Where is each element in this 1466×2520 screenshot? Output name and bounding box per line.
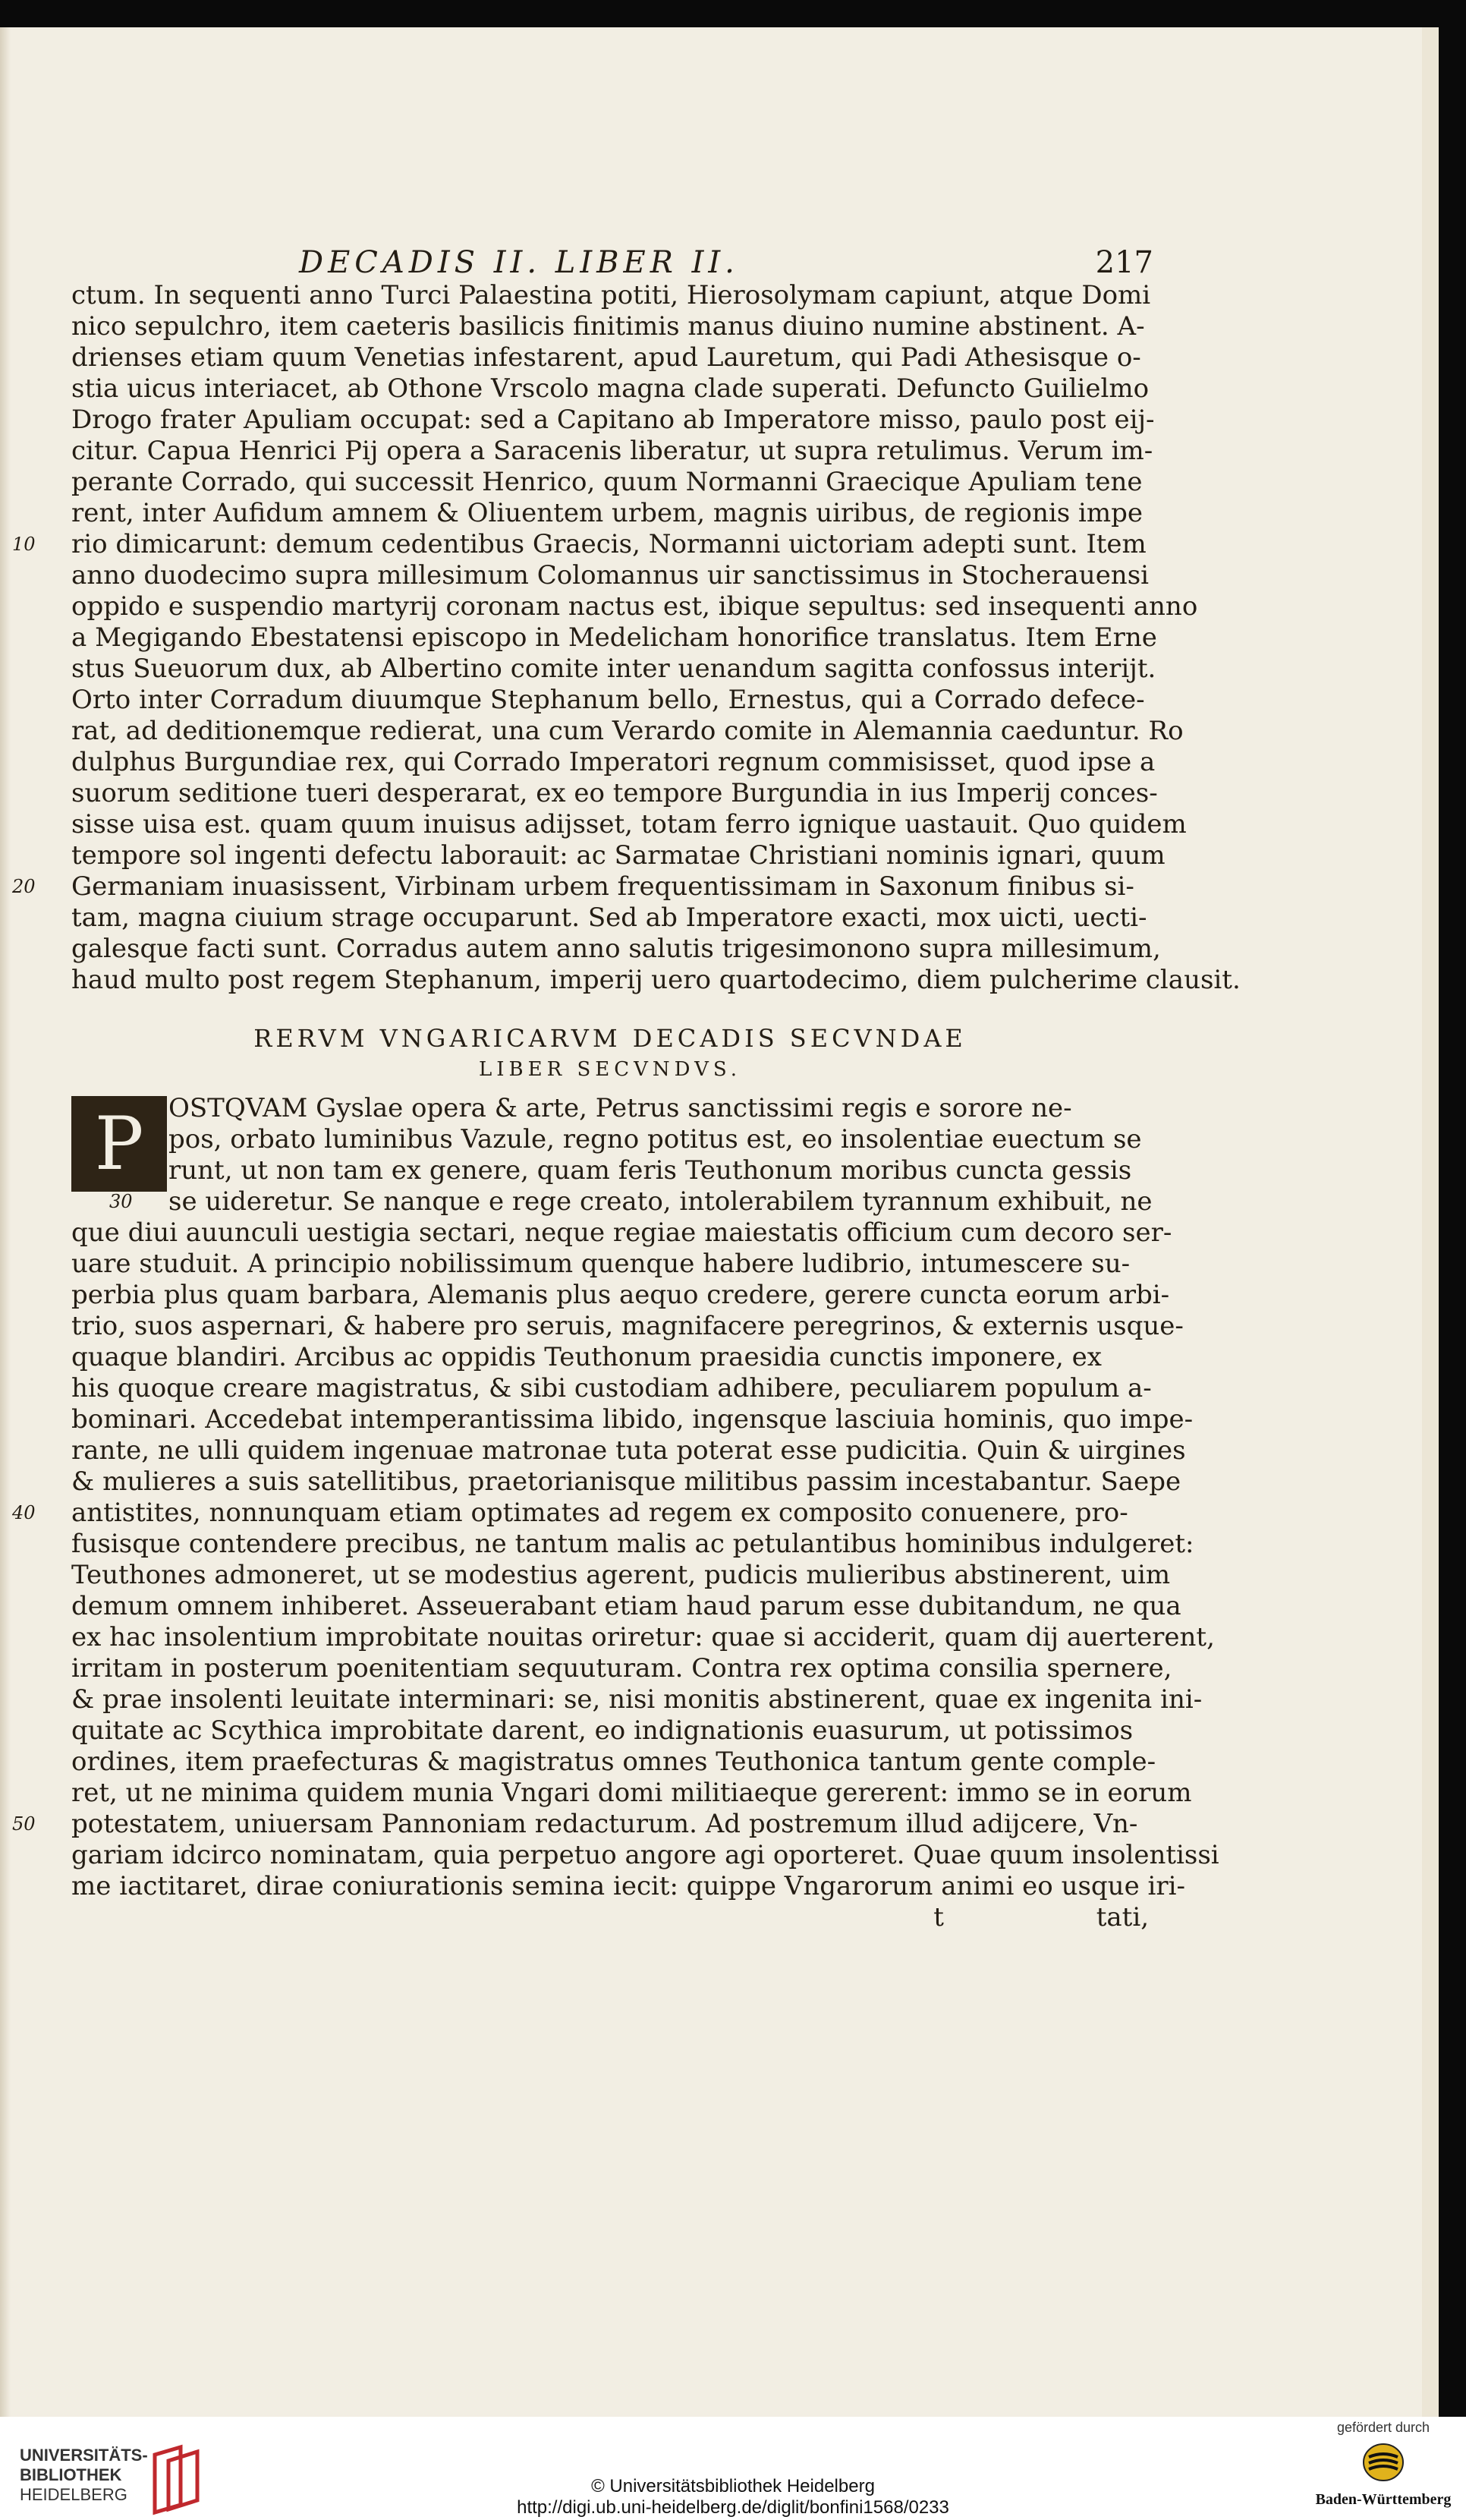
line-text: Drogo frater Apuliam occupat: sed a Capitano ab Imperatore misso, paulo post eij- [71,405,1155,435]
text-line [71,311,1149,342]
line-text: gariam idcirco nominatam, quia perpetuo angore agi oporteret. Quae quum insolentissi [71,1840,1219,1870]
page-gutter [0,27,11,2417]
margin-line-number: 50 [12,1813,36,1835]
text-line [71,1249,1149,1280]
margin-line-number: 20 [12,876,36,897]
text-line [71,405,1155,436]
line-text: ordines, item praefecturas & magistratus omnes Teuthonica tantum gente comple- [71,1747,1156,1777]
line-text: tempore sol ingenti defectu laborauit: ac Sarmatae Christiani nominis ignari, quum [71,840,1166,871]
text-line [71,1373,1152,1404]
opening-paragraph [71,1093,1153,1217]
text-line [71,654,1156,685]
decorated-initial: P [71,1096,167,1192]
text-line [168,1155,1149,1186]
line-text: haud multo post regem Stephanum, imperij uero quartodecimo, diem pulcherime clausit. [71,965,1241,995]
line-text: stus Sueuorum dux, ab Albertino comite inter uenandum sagitta confossus interijt. [71,654,1156,684]
viewer-footer [0,2417,1466,2520]
line-text: rat, ad deditionemque redierat, una cum Verardo comite in Alemannia caeduntur. Ro [71,716,1184,746]
text-line [71,1591,1181,1622]
text-line [71,809,1187,840]
copyright-block [0,2476,1466,2518]
text-line [71,1404,1194,1435]
line-text: fusisque contendere precibus, ne tantum malis ac petulantibus hominibus indulgeret: [71,1529,1194,1559]
text-line [109,1186,1153,1217]
line-text: Germaniam inuasissent, Virbinam urbem frequentissimam in Saxonum finibus si- [71,871,1134,902]
page-text [12,245,1241,1933]
line-text: & mulieres a suis satellitibus, praetorianisque militibus passim incestabantur. Saepe [71,1466,1181,1497]
line-text: rio dimicarunt: demum cedentibus Graecis, Normanni uictoriam adepti sunt. Item [71,529,1147,559]
text-line [71,716,1184,747]
text-line [71,1529,1194,1560]
book-page [11,27,1422,2417]
line-text: ctum. In sequenti anno Turci Palaestina potiti, Hierosolymam capiunt, atque Domi [71,280,1151,310]
line-text: se uideretur. Se nanque e rege creato, intolerabilem tyrannum exhibuit, ne [168,1186,1153,1217]
catchword: tati, [1096,1902,1149,1933]
text-line [71,467,1149,498]
line-text: citur. Capua Henrici Pij opera a Saracenis liberatur, ut supra retulimus. Verum im- [71,436,1153,466]
text-line [71,560,1149,591]
state-crest-icon [1361,2440,1405,2484]
line-text: Teuthones admoneret, ut se modestius agerent, pudicis mulieribus abstinerent, uim [71,1560,1171,1590]
line-text: pos, orbato luminibus Vazule, regno potitus est, eo insolentiae euectum se [168,1124,1142,1154]
text-block-initial [71,1093,1153,1217]
copyright-text: © Universitätsbibliothek Heidelberg [591,2476,875,2496]
text-line [71,591,1198,622]
text-line [71,1311,1184,1342]
text-line [71,342,1149,373]
text-line [71,622,1157,654]
text-line [71,934,1161,965]
text-line [168,1124,1149,1155]
running-head-title: DECADIS II. LIBER II. [299,245,739,280]
line-text: runt, ut non tam ex genere, quam feris Teuthonum moribus cuncta gessis [168,1155,1132,1186]
line-text: trio, suos aspernari, & habere pro seruis, magnifacere peregrinos, & externis usque- [71,1311,1184,1341]
text-line [71,373,1149,405]
text-line [71,965,1241,996]
margin-line-number: 30 [109,1191,133,1212]
signature-mark: t [933,1902,944,1933]
line-text: nico sepulchro, item caeteris basilicis finitimis manus diuino numine abstinent. A- [71,311,1145,342]
text-line [71,1715,1149,1747]
line-text: Orto inter Corradum diuumque Stephanum bello, Ernestus, qui a Corrado defece- [71,685,1145,715]
line-text: ex hac insolentium improbitate nouitas oriretur: quae si acciderit, quam dij auerterent, [71,1622,1215,1652]
section-title: RERVM VNGARICARVM DECADIS SECVNDAE [253,1024,967,1053]
text-line [71,840,1166,871]
line-text: OSTQVAM Gyslae opera & arte, Petrus sanctissimi regis e sorore ne- [168,1093,1072,1123]
text-block-top [12,280,1241,996]
line-text: oppido e suspendio martyrij coronam nactus est, ibique sepultus: sed insequenti anno [71,591,1198,622]
text-line [71,1747,1156,1778]
sponsor-label: gefördert durch [1336,2420,1430,2435]
text-line [12,529,1149,560]
line-text: his quoque creare magistratus, & sibi custodiam adhibere, peculiarem populum a- [71,1373,1152,1403]
line-text: irritam in posterum poenitentiam sequuturam. Contra rex optima consilia spernere, [71,1653,1172,1684]
text-line [71,902,1149,934]
text-line [71,1684,1203,1715]
line-text: suorum seditione tueri desperarat, ex eo tempore Burgundia in ius Imperij conces- [71,778,1158,808]
text-line [12,1498,1149,1529]
text-line [71,1280,1170,1311]
running-head [299,245,1153,280]
line-text: bominari. Accedebat intemperantissima libido, ingensque lasciuia hominis, quo impe- [71,1404,1194,1435]
text-line [71,1217,1172,1249]
library-name-line2: BIBLIOTHEK [20,2465,122,2484]
text-line [12,871,1149,902]
line-text: sisse uisa est. quam quum inuisus adijsset, totam ferro ignique uastauit. Quo quidem [71,809,1187,839]
line-text: demum omnem inhiberet. Asseuerabant etiam haud parum esse dubitandum, ne qua [71,1591,1181,1621]
sponsor-block[interactable] [1311,2420,1455,2509]
line-text: ret, ut ne minima quidem munia Vngari domi militiaeque gererent: immo se in eorum [71,1778,1192,1808]
page-number: 217 [1095,245,1153,280]
line-text: que diui auunculi uestigia sectari, neque regiae maiestatis officium cum decoro ser- [71,1217,1172,1248]
text-line [71,778,1158,809]
margin-line-number: 40 [12,1502,36,1523]
line-text: rent, inter Aufidum amnem & Oliuentem urbem, magnis uiribus, de regionis impe [71,498,1144,528]
permalink-url[interactable]: http://digi.ub.uni-heidelberg.de/diglit/bonfini1568/0233 [517,2497,949,2518]
text-line [71,1560,1171,1591]
line-text: & prae insolenti leuitate interminari: se, nisi monitis abstinerent, quae ex ingenita ini- [71,1684,1203,1715]
text-line [71,498,1149,529]
line-text: stia uicus interiacet, ab Othone Vrscolo magna clade superati. Defuncto Guilielmo [71,373,1150,404]
line-text: dulphus Burgundiae rex, qui Corrado Imperatori regnum commisisset, quod ipse a [71,747,1156,777]
line-text: perbia plus quam barbara, Alemanis plus aequo credere, gerere cuncta eorum arbi- [71,1280,1170,1310]
line-text: galesque facti sunt. Corradus autem anno salutis trigesimonono supra millesimum, [71,934,1161,964]
line-text: tam, magna ciuium strage occuparunt. Sed ab Imperatore exacti, mox uicti, uecti- [71,902,1147,933]
text-line [71,1466,1181,1498]
section-subtitle: LIBER SECVNDVS. [479,1058,741,1081]
line-text: uare studuit. A principio nobilissimum quenque habere ludibrio, intumescere su- [71,1249,1131,1279]
line-text: rante, ne ulli quidem ingenuae matronae tuta poterat esse pudicitia. Quin & uirgines [71,1435,1186,1466]
library-name-line1: UNIVERSITÄTS- [20,2446,148,2465]
margin-line-number: 10 [12,534,36,555]
text-line [12,1809,1149,1840]
text-line [71,1778,1192,1809]
line-text: me iactitaret, dirae coniurationis semina iecit: quippe Vngarorum animi eo usque iri- [71,1871,1185,1901]
text-block-bottom [12,1217,1219,1902]
line-text: quitate ac Scythica improbitate darent, eo indignationis euasurum, ut potissimos [71,1715,1134,1746]
line-text: potestatem, uniuersam Pannoniam redacturum. Ad postremum illud adijcere, Vn- [71,1809,1138,1839]
text-line [71,436,1153,467]
text-line [71,1622,1215,1653]
text-line [71,280,1149,311]
line-text: anno duodecimo supra millesimum Colomannus uir sanctissimus in Stocherauensi [71,560,1150,591]
library-name-line3: HEIDELBERG [20,2485,127,2504]
text-line [71,1435,1186,1466]
line-text: quaque blandiri. Arcibus ac oppidis Teuthonum praesidia cunctis imponere, ex [71,1342,1102,1372]
line-text: a Megigando Ebestatensi episcopo in Medelicham honorifice translatus. Item Erne [71,622,1157,653]
line-text: antistites, nonnunquam etiam optimates ad regem ex composito conuenere, pro- [71,1498,1128,1528]
text-line [71,1342,1149,1373]
sponsor-name: Baden-Württemberg [1315,2491,1452,2508]
line-text: drienses etiam quum Venetias infestarent, apud Lauretum, qui Padi Athesisque o- [71,342,1141,373]
text-line [71,1653,1172,1684]
text-line [168,1093,1149,1124]
text-line [71,685,1149,716]
scan-area [0,27,1439,2417]
catchword-line [71,1902,1149,1933]
text-line [71,747,1156,778]
text-line [71,1871,1185,1902]
text-line [71,1840,1219,1871]
line-text: perante Corrado, qui successit Henrico, quum Normanni Graecique Apuliam tene [71,467,1143,497]
